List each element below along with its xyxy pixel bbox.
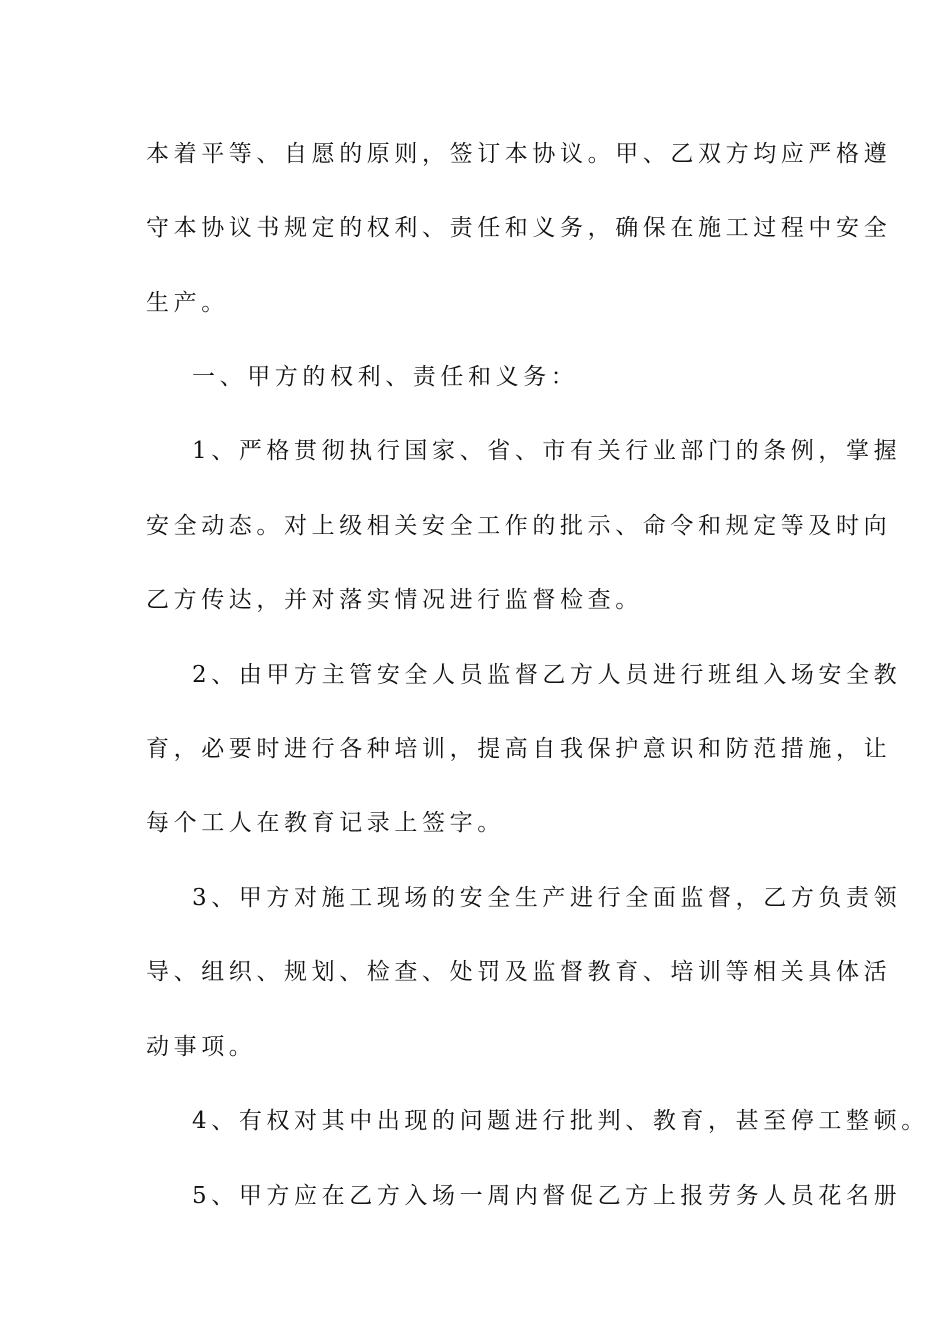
text-line: 本着平等、自愿的原则，签订本协议。甲、乙双方均应严格遵 [146,141,892,167]
text-line: 安全动态。对上级相关安全工作的批示、命令和规定等及时向 [146,513,892,539]
text-line: 4、有权对其中出现的问题进行批判、教育，甚至停工整顿。 [192,1108,929,1134]
text-line: 乙方传达，并对落实情况进行监督检查。 [146,587,643,613]
text-line: 守本协议书规定的权利、责任和义务，确保在施工过程中安全 [146,215,892,241]
text-line: 5、甲方应在乙方入场一周内督促乙方上报劳务人员花名册 [192,1183,902,1209]
text-line: 育，必要时进行各种培训，提高自我保护意识和防范措施，让 [146,736,892,762]
text-line: 每个工人在教育记录上签字。 [146,810,505,836]
text-line: 导、组织、规划、检查、处罚及监督教育、培训等相关具体活 [146,959,892,985]
section-heading: 一、甲方的权利、责任和义务： [192,364,579,390]
text-line: 3、甲方对施工现场的安全生产进行全面监督，乙方负责领 [192,885,902,911]
text-line: 1、严格贯彻执行国家、省、市有关行业部门的条例，掌握 [192,438,902,464]
text-line: 2、由甲方主管安全人员监督乙方人员进行班组入场安全教 [192,662,902,688]
text-line: 生产。 [146,290,229,316]
text-line: 动事项。 [146,1034,257,1060]
